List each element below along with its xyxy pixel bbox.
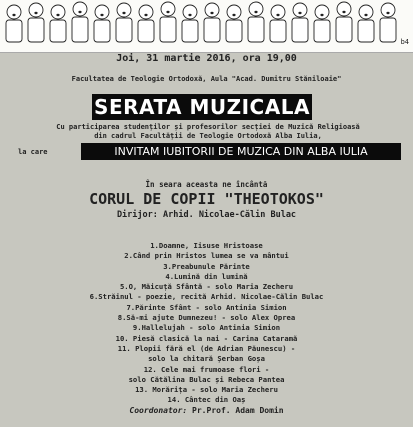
program-item: 13. Morărița - solo Maria Zecheru (135, 385, 278, 395)
participation-line: Cu participarea studenților și profesorilor secției de Muzică Religioasă (56, 123, 360, 131)
venue-line: Facultatea de Teologie Ortodoxă, Aula "Acad. Dumitru Stăniloaie" (71, 75, 342, 83)
coordinator-name: Pr.Prof. Adam Domin (192, 406, 284, 415)
program-item: 4.Lumină din lumină (165, 271, 248, 281)
coordinator-line (0, 406, 413, 415)
program-item: solo Cătălina Bulac și Rebeca Pantea (128, 374, 285, 384)
program-item: 7.Părinte Sfânt - solo Antinia Simion (126, 302, 287, 312)
program-item: 14. Cântec din Oaș (167, 395, 246, 405)
page-title: SERATA MUZICALA (92, 94, 312, 120)
intro-line: În seara aceasta ne încântă (145, 180, 268, 189)
choir-illustration (0, 0, 413, 53)
invite-lead: la care (18, 148, 48, 156)
coordinator-label: Coordonator: (129, 406, 188, 415)
program-item: 5.O, Măicuță Sfântă - solo Maria Zecheru (119, 282, 294, 292)
brand-mark: b4 (400, 38, 409, 46)
program-item: 6.Străinul - poezie, recită Arhid. Nicolae-Călin Bulac (89, 292, 324, 302)
choir-name: CORUL DE COPII "THEOTOKOS" (89, 190, 324, 208)
program-list (0, 241, 413, 406)
conductor-line: Dirijor: Arhid. Nicolae-Călin Bulac (116, 210, 297, 220)
program-item: 12. Cele mai frumoase flori - (143, 364, 270, 374)
program-item: 8.Să-mi ajute Dumnezeu! - solo Alex Oprea (117, 313, 296, 323)
program-item: 11. Plopii fără el (de Adrian Păunescu) - (117, 343, 296, 353)
program-item: 10. Piesă clasică la nai - Carina Cataramă (115, 333, 298, 343)
invite-banner: INVITAM IUBITORII DE MUZICA DIN ALBA IULIA (81, 143, 401, 160)
singing-children-image (0, 0, 413, 52)
program-item: 3.Preabunule Părinte (163, 261, 250, 271)
participation-text (12, 123, 404, 141)
program-item: 2.Când prin Hristos lumea se va mântui (124, 251, 289, 261)
program-item: 9.Hallelujah - solo Antinia Simion (132, 323, 281, 333)
program-item: solo la chitară Șerban Goșa (148, 354, 265, 364)
program-item: 1.Doamne, Iisuse Hristoase (150, 241, 263, 250)
participation-line: din cadrul Facultății de Teologie Ortodoxă Alba Iulia, (94, 132, 322, 140)
event-date: Joi, 31 martie 2016, ora 19,00 (116, 53, 297, 64)
